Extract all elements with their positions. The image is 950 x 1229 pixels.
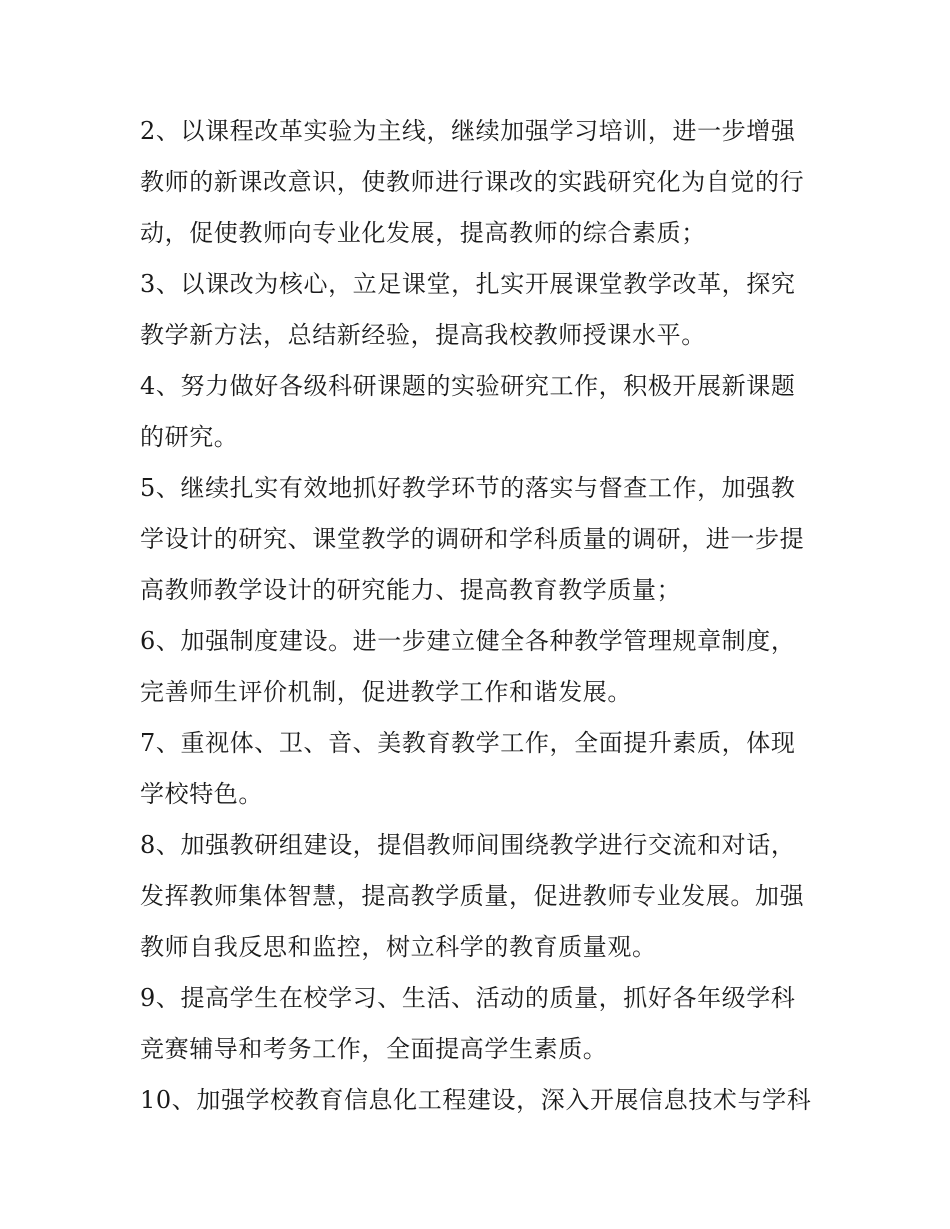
text-line: 的研究。 (140, 423, 239, 451)
document-body (140, 106, 820, 1126)
text-line: 动，促使教师向专业化发展，提高教师的综合素质； (140, 219, 706, 247)
text-line: 10、加强学校教育信息化工程建设，深入开展信息技术与学科 (140, 1086, 812, 1114)
text-line: 学设计的研究、课堂教学的调研和学科质量的调研，进一步提 (140, 525, 805, 553)
text-line: 5、继续扎实有效地抓好教学环节的落实与督查工作，加强教 (140, 474, 796, 502)
text-line: 4、努力做好各级科研课题的实验研究工作，积极开展新课题 (140, 372, 796, 400)
text-line: 3、以课改为核心，立足课堂，扎实开展课堂教学改革，探究 (140, 270, 796, 298)
text-line: 学校特色。 (140, 780, 263, 808)
text-line: 教师自我反思和监控，树立科学的教育质量观。 (140, 933, 657, 961)
text-line: 竞赛辅导和考务工作，全面提高学生素质。 (140, 1035, 608, 1063)
text-line: 高教师教学设计的研究能力、提高教育教学质量； (140, 576, 682, 604)
text-line: 发挥教师集体智慧，提高教学质量，促进教师专业发展。加强 (140, 882, 805, 910)
text-line: 8、加强教研组建设，提倡教师间围绕教学进行交流和对话， (140, 831, 796, 859)
text-line: 6、加强制度建设。进一步建立健全各种教学管理规章制度， (140, 627, 796, 655)
text-line: 完善师生评价机制，促进教学工作和谐发展。 (140, 678, 632, 706)
text-line: 7、重视体、卫、音、美教育教学工作，全面提升素质，体现 (140, 729, 796, 757)
text-line: 教师的新课改意识，使教师进行课改的实践研究化为自觉的行 (140, 168, 805, 196)
text-line: 9、提高学生在校学习、生活、活动的质量，抓好各年级学科 (140, 984, 796, 1012)
text-line: 2、以课程改革实验为主线，继续加强学习培训，进一步增强 (140, 117, 796, 145)
text-line: 教学新方法，总结新经验，提高我校教师授课水平。 (140, 321, 706, 349)
